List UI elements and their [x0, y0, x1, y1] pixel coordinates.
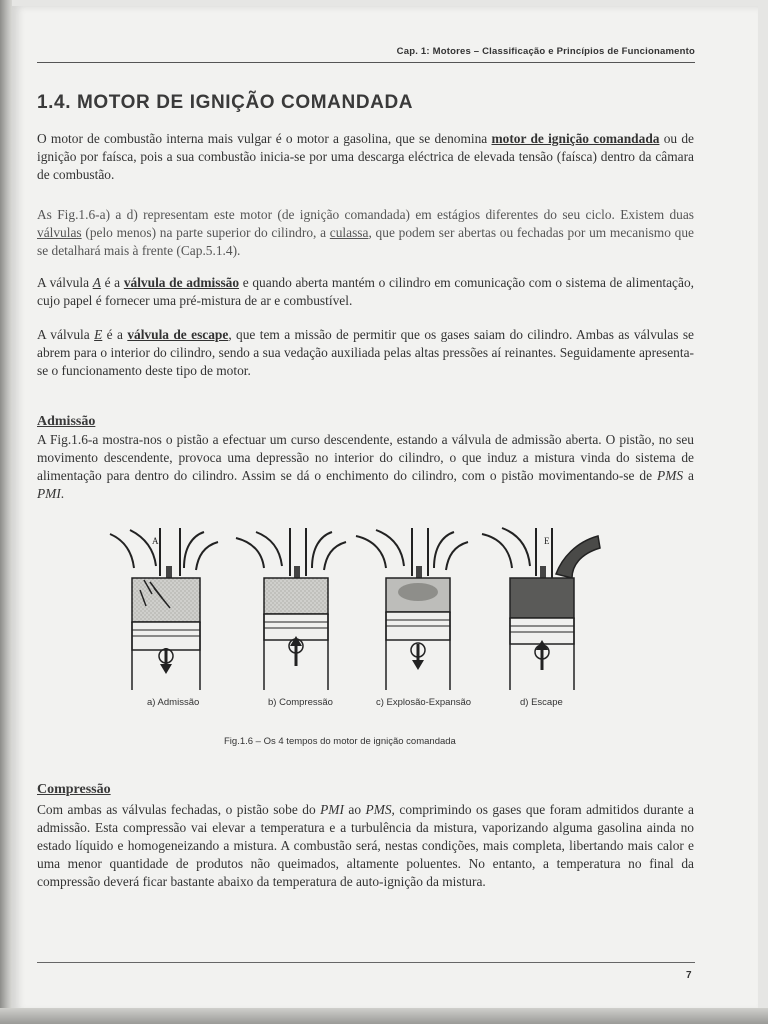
figures-text-2: (pelo menos) na parte superior do cilindro, a: [81, 225, 330, 240]
valve-label-a: A: [152, 536, 159, 546]
valve-e-text-2: é a: [102, 327, 128, 342]
valve-letter-a: A: [92, 275, 101, 290]
admissao-paragraph: [37, 431, 694, 503]
four-stroke-figure: [100, 518, 620, 693]
valve-e-text-1: A válvula: [37, 327, 95, 342]
compressao-pms: PMS: [365, 802, 392, 817]
figures-text-3: , que podem ser abertas ou fechadas por um mecanismo que se detalhará mais à frente (Cap.5.1.4).: [37, 225, 694, 258]
compressao-text-3: , comprimindo os gases que foram admitidos durante a admissão. Esta compressão vai elevar a temperatura e a turbulência da mistura, vaporizando alguma gasolina ainda no estado líquido e homogeneizando a mistura. A combustão será, nestas condições, mais completa, libertando mais calor e uma menor quantidade de produtos não queimados, altamente poluentes. No entanto, a temperatura no final da compressão deverá ficar bastante abaixo da temperatura de auto-ignição da mistura.: [37, 802, 694, 889]
valve-letter-e: E: [94, 327, 103, 342]
intro-text-1: O motor de combustão interna mais vulgar é o motor a gasolina, que se denomina: [37, 131, 492, 146]
compressao-paragraph: [37, 801, 694, 891]
term-culassa: culassa: [329, 225, 369, 240]
section-title: 1.4. MOTOR DE IGNIÇÃO COMANDADA: [37, 92, 414, 113]
heading-compressao: Compressão: [37, 782, 111, 797]
admissao-text-2: a: [683, 468, 694, 483]
page-bottom-edge: [0, 1008, 768, 1024]
figure-label-d: d) Escape: [520, 697, 563, 708]
valve-a-text-2: é a: [100, 275, 124, 290]
valve-a-text-1: A válvula: [37, 275, 93, 290]
page-number: 7: [686, 970, 692, 981]
compressao-pmi: PMI: [320, 802, 344, 817]
engine-d-escape: [482, 528, 600, 690]
engine-b-compressao: [236, 528, 346, 690]
figure-label-c: c) Explosão-Expansão: [376, 697, 472, 708]
footer-rule: [37, 962, 695, 963]
valve-label-e: E: [544, 536, 550, 546]
figure-label-a: a) Admissão: [147, 697, 200, 708]
header-rule: [37, 62, 695, 63]
term-motor-ignicao: motor de ignição comandada: [491, 131, 660, 146]
running-head: Cap. 1: Motores – Classificação e Princípios de Funcionamento: [396, 46, 695, 57]
engine-c-explosao: [356, 528, 468, 690]
figure-label-b: b) Compressão: [268, 697, 333, 708]
term-valvulas: válvulas: [37, 225, 82, 240]
admissao-pmi: PMI: [37, 486, 61, 501]
figures-paragraph: [37, 206, 694, 260]
admission-valve-paragraph: [37, 274, 694, 310]
admissao-text-3: .: [60, 486, 65, 501]
figure-caption: Fig.1.6 – Os 4 tempos do motor de ignição comandada: [224, 736, 456, 747]
engine-a-admissao: [110, 528, 218, 690]
intro-paragraph: [37, 130, 694, 184]
compressao-text-1: Com ambas as válvulas fechadas, o pistão sobe do: [37, 802, 321, 817]
exhaust-valve-paragraph: [37, 326, 694, 380]
book-spine-shadow: [0, 0, 12, 1024]
term-valvula-admissao: válvula de admissão: [123, 275, 240, 290]
intro-text-2: ou de ignição por faísca, pois a sua combustão inicia-se por uma descarga eléctrica de elevada tensão (faísca) dentro da câmara de combustão.: [37, 131, 694, 182]
term-valvula-escape: válvula de escape: [127, 327, 229, 342]
figures-text-1: As Fig.1.6-a) a d) representam este motor (de ignição comandada) em estágios diferentes do seu ciclo. Existem duas: [37, 207, 694, 222]
valve-e-text-3: , que tem a missão de permitir que os gases saiam do cilindro. Ambas as válvulas se abrem para o interior do cilindro, sendo a sua vedação auxiliada pelas altas pressões aí reinantes. Seguidamente apresenta-se o funcionamento deste tipo de motor.: [37, 327, 694, 378]
admissao-pms: PMS: [657, 468, 684, 483]
compressao-text-2: ao: [343, 802, 366, 817]
heading-admissao: Admissão: [37, 414, 96, 429]
admissao-text-1: A Fig.1.6-a mostra-nos o pistão a efectuar um curso descendente, estando a válvula de admissão aberta. O pistão, no seu movimento descendente, provoca uma depressão no interior do cilindro, o que induz a mistura vinda do sistema de alimentação para dentro do cilindro. Assim se dá o enchimento do cilindro, com o pistão movimentando-se de: [37, 432, 694, 483]
valve-a-text-3: e quando aberta mantém o cilindro em comunicação com o sistema de alimentação, cujo papel é fornecer uma pré-mistura de ar e combustível.: [37, 275, 694, 308]
